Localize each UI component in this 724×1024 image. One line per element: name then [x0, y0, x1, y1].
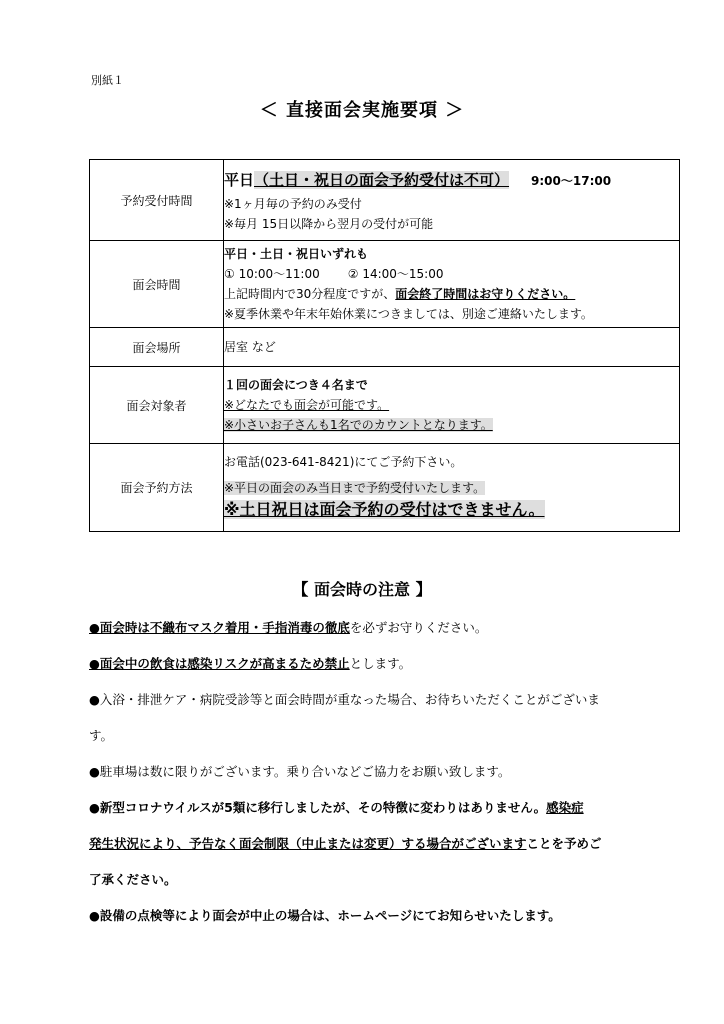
weekday-text: 平日	[224, 170, 255, 189]
table-row-reservation-hours	[90, 160, 680, 241]
phone-text: お電話(023-641-8421)にてご予約下さい。	[224, 455, 463, 469]
cautions-list	[89, 610, 649, 934]
slot-2-text: ② 14:00～15:00	[347, 267, 444, 281]
covid-notice: ●新型コロナウイルスが5類に移行しましたが、その特徴に変わりはありません。	[89, 800, 547, 815]
list-item	[89, 682, 649, 754]
care-overlap-notice: ●入浴・排泄ケア・病院受診等と面会時間が重なった場合、お待ちいただくことがございま	[89, 692, 600, 707]
anyone-note: ※どなたでも面会が可能です。	[224, 398, 390, 412]
table-row-visit-hours	[90, 241, 680, 328]
parking-notice: ●駐車場は数に限りがございます。乗り合いなどご協力をお願い致します。	[89, 764, 511, 779]
next-month-note: ※毎月 15日以降から翌月の受付が可能	[224, 216, 434, 231]
row-label: 面会場所	[90, 328, 224, 367]
eating-notice-tail: とします。	[349, 656, 412, 671]
holiday-note: ※夏季休業や年末年始休業につきましては、別途ご連絡いたします。	[224, 307, 593, 321]
annex-label: 別紙１	[91, 74, 124, 87]
list-item	[89, 790, 649, 898]
list-item	[89, 754, 649, 790]
row-content	[224, 328, 680, 367]
row-content	[224, 160, 680, 241]
visitor-limit-text: １回の面会につき４名まで	[224, 378, 368, 392]
children-count-note: ※小さいお子さんも1名でのカウントとなります。	[224, 418, 493, 432]
page-title: ＜ 直接面会実施要項 ＞	[259, 100, 465, 121]
covid-notice-tail: ことを予めご	[526, 836, 602, 851]
visit-info-table	[89, 159, 680, 532]
end-time-notice: 面会終了時間はお守りください。	[395, 287, 576, 301]
covid-notice-infection: 感染症	[546, 800, 584, 815]
reception-hours-text: 9:00～17:00	[531, 173, 612, 188]
duration-text: 上記時間内で30分程度ですが、	[224, 287, 396, 301]
monthly-only-note: ※1ヶ月毎の予約のみ受付	[224, 196, 362, 211]
list-item	[89, 898, 649, 934]
list-item	[89, 646, 649, 682]
care-overlap-notice-tail: す。	[89, 728, 114, 743]
covid-notice-end: 了承ください。	[89, 872, 177, 887]
row-content	[224, 444, 680, 532]
row-label: 面会時間	[90, 241, 224, 328]
table-row-visitors	[90, 367, 680, 444]
row-content	[224, 367, 680, 444]
mask-notice: ●面会時は不織布マスク着用・手指消毒の徹底	[89, 620, 350, 635]
weekend-not-accepted-text: （土日・祝日の面会予約受付は不可）	[254, 170, 510, 189]
place-text: 居室 など	[224, 340, 276, 354]
slot-1-text: ① 10:00～11:00	[224, 267, 320, 281]
table-row-visit-place	[90, 328, 680, 367]
covid-notice-restriction: 発生状況により、予告なく面会制限（中止または変更）する場合がございます	[89, 836, 527, 851]
all-days-text: 平日・土日・祝日いずれも	[224, 247, 369, 261]
eating-notice: ●面会中の飲食は感染リスクが高まるため禁止	[89, 656, 350, 671]
row-content	[224, 241, 680, 328]
row-label: 予約受付時間	[90, 160, 224, 241]
maintenance-notice: ●設備の点検等により面会が中止の場合は、ホームページにてお知らせいたします。	[89, 908, 561, 923]
same-day-note: ※平日の面会のみ当日まで予約受付いたします。	[224, 481, 486, 495]
table-row-reservation-method	[90, 444, 680, 532]
cautions-title: 【 面会時の注意 】	[292, 580, 432, 599]
mask-notice-tail: を必ずお守りください。	[349, 620, 488, 635]
row-label: 面会予約方法	[90, 444, 224, 532]
row-label: 面会対象者	[90, 367, 224, 444]
weekend-not-accepted-notice: ※土日祝日は面会予約の受付はできません。	[224, 500, 545, 519]
list-item	[89, 610, 649, 646]
